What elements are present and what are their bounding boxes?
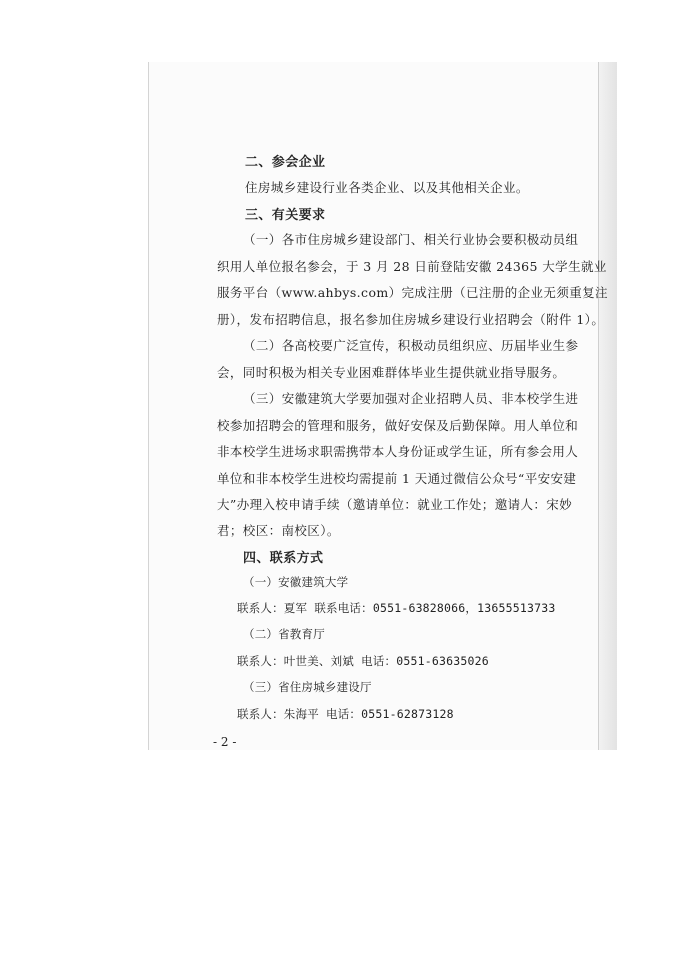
- paragraph-line: 册），发布招聘信息，报名参加住房城乡建设行业招聘会（附件 1）。: [217, 312, 605, 327]
- contact-detail: 联系人：夏军 联系电话：0551-63828066，13655513733: [237, 601, 556, 615]
- paragraph-line: 非本校学生进场求职需携带本人身份证或学生证，所有参会用人: [217, 444, 579, 459]
- paragraph-line: 君；校区：南校区）。: [217, 523, 340, 538]
- contact-unit: （二）省教育厅: [243, 627, 325, 641]
- contact-unit: （一）安徽建筑大学: [243, 575, 349, 589]
- page-number: - 2 -: [213, 735, 237, 749]
- section-heading-companies: 二、参会企业: [245, 155, 326, 170]
- paragraph-line: （二）各高校要广泛宣传，积极动员组织应、历届毕业生参: [243, 338, 579, 353]
- contact-detail: 联系人：朱海平 电话：0551-62873128: [237, 707, 454, 721]
- paragraph-line: 住房城乡建设行业各类企业、以及其他相关企业。: [245, 180, 529, 195]
- page-edge-shadow: [598, 62, 617, 750]
- paragraph-line: 服务平台（www.ahbys.com）完成注册（已注册的企业无须重复注: [217, 285, 608, 300]
- section-heading-requirements: 三、有关要求: [245, 208, 326, 223]
- paragraph-line: 单位和非本校学生进校均需提前 1 天通过微信公众号“平安安建: [217, 471, 577, 486]
- paragraph-line: 大”办理入校申请手续（邀请单位：就业工作处；邀请人：宋妙: [217, 497, 573, 512]
- paragraph-line: 织用人单位报名参会，于 3 月 28 日前登陆安徽 24365 大学生就业: [217, 259, 607, 274]
- section-heading-contacts: 四、联系方式: [243, 551, 324, 566]
- paragraph-line: （一）各市住房城乡建设部门、相关行业协会要积极动员组: [243, 232, 579, 247]
- paragraph-line: 会，同时积极为相关专业困难群体毕业生提供就业指导服务。: [217, 365, 566, 380]
- contact-unit: （三）省住房城乡建设厅: [243, 680, 372, 694]
- contact-detail: 联系人：叶世美、刘斌 电话：0551-63635026: [237, 654, 489, 668]
- paragraph-line: 校参加招聘会的管理和服务，做好安保及后勤保障。用人单位和: [217, 418, 579, 433]
- paragraph-line: （三）安徽建筑大学要加强对企业招聘人员、非本校学生进: [243, 391, 579, 406]
